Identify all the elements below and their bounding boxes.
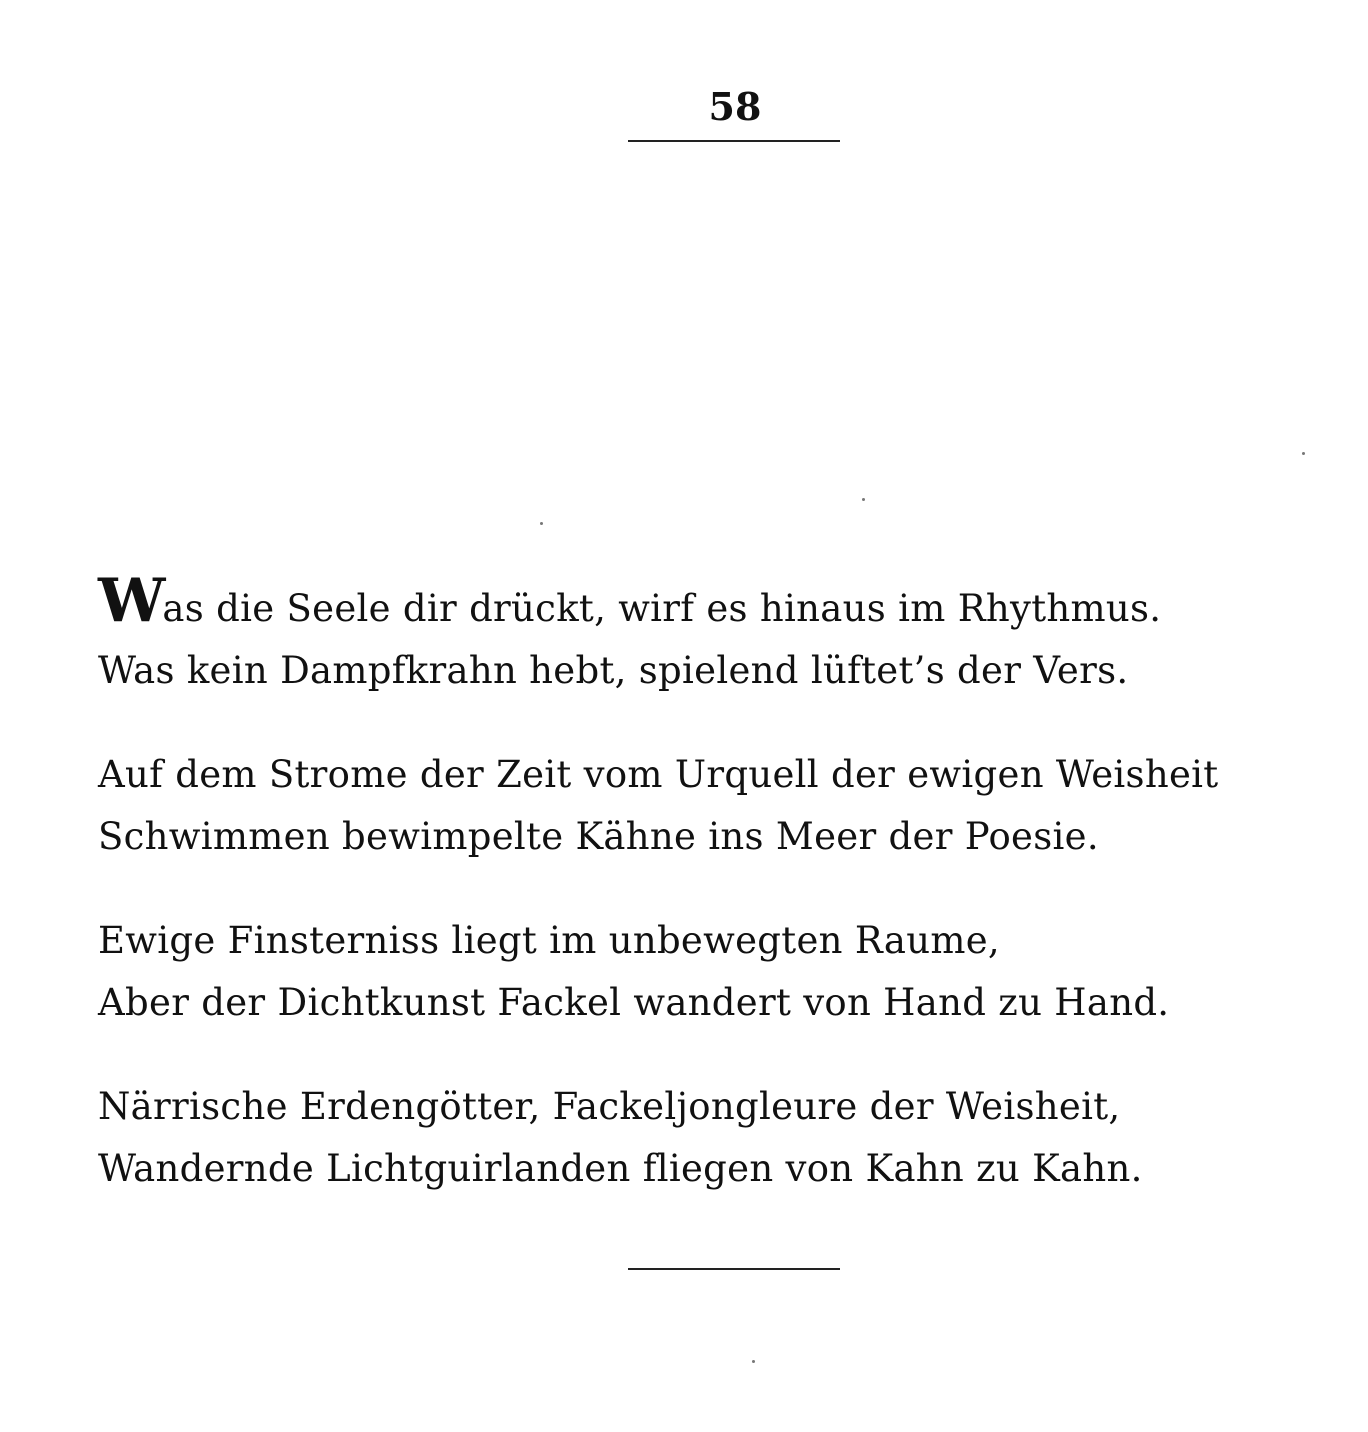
stanza-4 bbox=[98, 1076, 1328, 1200]
poem-line: Närrische Erdengötter, Fackeljongleure der Weisheit, bbox=[98, 1085, 1121, 1128]
poem-line: Schwimmen bewimpelte Kähne ins Meer der Poesie. bbox=[98, 815, 1099, 858]
poem-line: Auf dem Strome der Zeit vom Urquell der ewigen Weisheit bbox=[98, 753, 1219, 796]
stanza-2 bbox=[98, 744, 1328, 868]
paper-speck bbox=[1302, 452, 1305, 455]
poem-line: Wandernde Lichtguirlanden fliegen von Kahn zu Kahn. bbox=[98, 1147, 1143, 1190]
poem-line-text: as die Seele dir drückt, wirf es hinaus im Rhythmus. bbox=[162, 587, 1162, 630]
paper-speck bbox=[540, 522, 543, 525]
paper-speck bbox=[862, 498, 865, 501]
drop-cap: W bbox=[98, 566, 163, 636]
poem bbox=[98, 566, 1328, 1242]
poem-line: Ewige Finsterniss liegt im unbewegten Raume, bbox=[98, 919, 1000, 962]
stanza-1 bbox=[98, 566, 1328, 702]
footer-rule bbox=[628, 1268, 840, 1270]
page-number: 58 bbox=[708, 84, 762, 129]
poem-line bbox=[98, 566, 1328, 640]
poem-line: Was kein Dampfkrahn hebt, spielend lüftet’s der Vers. bbox=[98, 649, 1129, 692]
paper-speck bbox=[752, 1360, 755, 1363]
stanza-3 bbox=[98, 910, 1328, 1034]
header-rule bbox=[628, 140, 840, 142]
poem-line: Aber der Dichtkunst Fackel wandert von Hand zu Hand. bbox=[98, 981, 1170, 1024]
